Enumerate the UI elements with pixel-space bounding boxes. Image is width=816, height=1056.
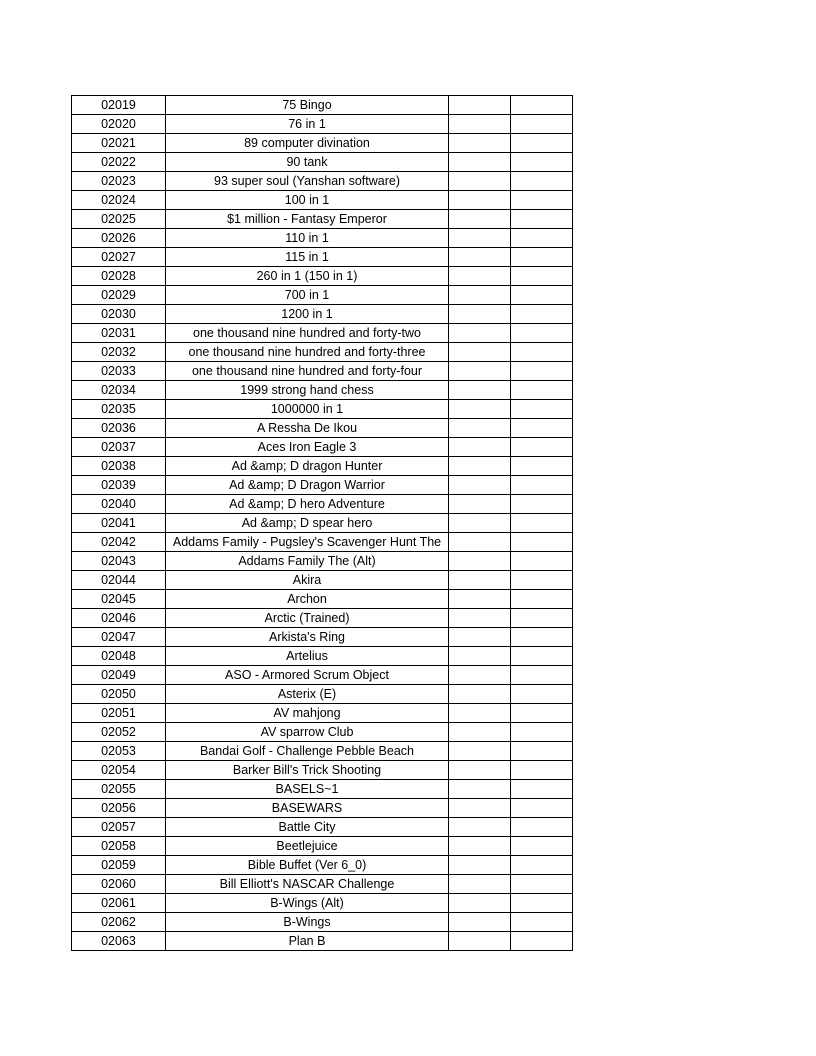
row-empty-cell-2	[511, 533, 573, 552]
row-id-cell: 02052	[72, 723, 166, 742]
row-name-cell: Bill Elliott's NASCAR Challenge	[166, 875, 449, 894]
row-empty-cell-2	[511, 96, 573, 115]
row-id-cell: 02051	[72, 704, 166, 723]
row-empty-cell-1	[449, 495, 511, 514]
row-empty-cell-2	[511, 362, 573, 381]
table-row	[72, 134, 573, 153]
row-empty-cell-2	[511, 780, 573, 799]
row-id-cell: 02028	[72, 267, 166, 286]
row-empty-cell-2	[511, 210, 573, 229]
row-empty-cell-1	[449, 742, 511, 761]
row-empty-cell-1	[449, 438, 511, 457]
table-row	[72, 628, 573, 647]
row-empty-cell-1	[449, 514, 511, 533]
row-empty-cell-1	[449, 324, 511, 343]
row-id-cell: 02031	[72, 324, 166, 343]
row-empty-cell-2	[511, 723, 573, 742]
row-empty-cell-2	[511, 590, 573, 609]
row-empty-cell-2	[511, 229, 573, 248]
row-name-cell: one thousand nine hundred and forty-two	[166, 324, 449, 343]
table-row	[72, 932, 573, 951]
row-name-cell: Archon	[166, 590, 449, 609]
row-id-cell: 02050	[72, 685, 166, 704]
row-empty-cell-1	[449, 248, 511, 267]
row-empty-cell-2	[511, 913, 573, 932]
row-empty-cell-2	[511, 685, 573, 704]
row-empty-cell-1	[449, 647, 511, 666]
row-id-cell: 02037	[72, 438, 166, 457]
row-name-cell: BASELS~1	[166, 780, 449, 799]
table-row	[72, 742, 573, 761]
row-id-cell: 02035	[72, 400, 166, 419]
row-id-cell: 02058	[72, 837, 166, 856]
row-name-cell: Arctic (Trained)	[166, 609, 449, 628]
row-empty-cell-1	[449, 552, 511, 571]
row-empty-cell-1	[449, 267, 511, 286]
row-id-cell: 02025	[72, 210, 166, 229]
row-id-cell: 02053	[72, 742, 166, 761]
row-empty-cell-1	[449, 229, 511, 248]
row-name-cell: AV sparrow Club	[166, 723, 449, 742]
row-id-cell: 02059	[72, 856, 166, 875]
row-empty-cell-1	[449, 666, 511, 685]
row-id-cell: 02042	[72, 533, 166, 552]
row-empty-cell-1	[449, 381, 511, 400]
row-empty-cell-2	[511, 666, 573, 685]
row-empty-cell-1	[449, 533, 511, 552]
row-empty-cell-1	[449, 96, 511, 115]
table-row	[72, 267, 573, 286]
row-empty-cell-2	[511, 172, 573, 191]
row-id-cell: 02039	[72, 476, 166, 495]
row-empty-cell-2	[511, 552, 573, 571]
row-empty-cell-2	[511, 248, 573, 267]
row-id-cell: 02040	[72, 495, 166, 514]
row-id-cell: 02045	[72, 590, 166, 609]
row-name-cell: 89 computer divination	[166, 134, 449, 153]
game-list-table	[71, 95, 573, 951]
row-name-cell: Artelius	[166, 647, 449, 666]
row-id-cell: 02041	[72, 514, 166, 533]
row-empty-cell-2	[511, 286, 573, 305]
row-empty-cell-2	[511, 191, 573, 210]
row-name-cell: 100 in 1	[166, 191, 449, 210]
row-id-cell: 02022	[72, 153, 166, 172]
table-row	[72, 191, 573, 210]
table-row	[72, 609, 573, 628]
row-empty-cell-2	[511, 457, 573, 476]
row-id-cell: 02049	[72, 666, 166, 685]
table-row	[72, 286, 573, 305]
row-name-cell: 115 in 1	[166, 248, 449, 267]
table-row	[72, 343, 573, 362]
row-id-cell: 02034	[72, 381, 166, 400]
row-name-cell: 1000000 in 1	[166, 400, 449, 419]
table-row	[72, 362, 573, 381]
row-empty-cell-2	[511, 875, 573, 894]
table-row	[72, 210, 573, 229]
row-empty-cell-2	[511, 324, 573, 343]
row-empty-cell-1	[449, 286, 511, 305]
row-empty-cell-2	[511, 153, 573, 172]
row-id-cell: 02030	[72, 305, 166, 324]
row-empty-cell-2	[511, 799, 573, 818]
row-id-cell: 02046	[72, 609, 166, 628]
table-row	[72, 438, 573, 457]
table-row	[72, 894, 573, 913]
row-id-cell: 02033	[72, 362, 166, 381]
row-name-cell: 1200 in 1	[166, 305, 449, 324]
row-id-cell: 02062	[72, 913, 166, 932]
row-empty-cell-2	[511, 837, 573, 856]
row-name-cell: Ad &amp; D spear hero	[166, 514, 449, 533]
row-empty-cell-2	[511, 609, 573, 628]
row-id-cell: 02029	[72, 286, 166, 305]
row-empty-cell-1	[449, 476, 511, 495]
table-row	[72, 571, 573, 590]
table-row	[72, 248, 573, 267]
row-empty-cell-1	[449, 571, 511, 590]
row-name-cell: one thousand nine hundred and forty-three	[166, 343, 449, 362]
row-name-cell: 75 Bingo	[166, 96, 449, 115]
row-empty-cell-1	[449, 343, 511, 362]
row-empty-cell-2	[511, 381, 573, 400]
row-name-cell: AV mahjong	[166, 704, 449, 723]
row-name-cell: Aces Iron Eagle 3	[166, 438, 449, 457]
row-empty-cell-1	[449, 305, 511, 324]
table-row	[72, 381, 573, 400]
row-empty-cell-1	[449, 932, 511, 951]
row-empty-cell-1	[449, 362, 511, 381]
row-name-cell: Battle City	[166, 818, 449, 837]
row-name-cell: 260 in 1 (150 in 1)	[166, 267, 449, 286]
table-row	[72, 704, 573, 723]
table-row	[72, 419, 573, 438]
row-id-cell: 02027	[72, 248, 166, 267]
table-row	[72, 324, 573, 343]
row-id-cell: 02038	[72, 457, 166, 476]
row-empty-cell-2	[511, 495, 573, 514]
row-id-cell: 02043	[72, 552, 166, 571]
row-id-cell: 02044	[72, 571, 166, 590]
row-empty-cell-2	[511, 419, 573, 438]
row-id-cell: 02021	[72, 134, 166, 153]
row-empty-cell-2	[511, 894, 573, 913]
row-name-cell: ASO - Armored Scrum Object	[166, 666, 449, 685]
row-empty-cell-2	[511, 514, 573, 533]
row-name-cell: 93 super soul (Yanshan software)	[166, 172, 449, 191]
row-empty-cell-1	[449, 210, 511, 229]
row-name-cell: one thousand nine hundred and forty-four	[166, 362, 449, 381]
row-empty-cell-2	[511, 742, 573, 761]
table-row	[72, 229, 573, 248]
row-name-cell: 1999 strong hand chess	[166, 381, 449, 400]
row-empty-cell-1	[449, 761, 511, 780]
table-row	[72, 96, 573, 115]
row-empty-cell-1	[449, 837, 511, 856]
row-name-cell: 700 in 1	[166, 286, 449, 305]
table-row	[72, 875, 573, 894]
row-empty-cell-2	[511, 628, 573, 647]
row-empty-cell-1	[449, 894, 511, 913]
row-name-cell: BASEWARS	[166, 799, 449, 818]
row-empty-cell-1	[449, 723, 511, 742]
row-name-cell: B-Wings (Alt)	[166, 894, 449, 913]
row-empty-cell-1	[449, 780, 511, 799]
table-row	[72, 172, 573, 191]
row-empty-cell-1	[449, 685, 511, 704]
row-name-cell: Beetlejuice	[166, 837, 449, 856]
row-empty-cell-1	[449, 875, 511, 894]
row-name-cell: $1 million - Fantasy Emperor	[166, 210, 449, 229]
row-id-cell: 02023	[72, 172, 166, 191]
row-id-cell: 02026	[72, 229, 166, 248]
row-id-cell: 02055	[72, 780, 166, 799]
row-empty-cell-2	[511, 571, 573, 590]
table-row	[72, 400, 573, 419]
table-row	[72, 305, 573, 324]
row-name-cell: Barker Bill's Trick Shooting	[166, 761, 449, 780]
table-row	[72, 533, 573, 552]
table-row	[72, 799, 573, 818]
row-empty-cell-1	[449, 704, 511, 723]
table-row	[72, 153, 573, 172]
row-empty-cell-2	[511, 704, 573, 723]
row-id-cell: 02032	[72, 343, 166, 362]
row-empty-cell-2	[511, 647, 573, 666]
row-name-cell: Arkista's Ring	[166, 628, 449, 647]
table-body	[72, 96, 573, 951]
row-empty-cell-2	[511, 115, 573, 134]
table-row	[72, 685, 573, 704]
row-name-cell: Bandai Golf - Challenge Pebble Beach	[166, 742, 449, 761]
row-empty-cell-2	[511, 267, 573, 286]
row-empty-cell-1	[449, 913, 511, 932]
row-name-cell: Ad &amp; D hero Adventure	[166, 495, 449, 514]
row-empty-cell-1	[449, 609, 511, 628]
row-empty-cell-1	[449, 457, 511, 476]
row-empty-cell-1	[449, 191, 511, 210]
row-empty-cell-1	[449, 799, 511, 818]
table-row	[72, 647, 573, 666]
row-empty-cell-1	[449, 856, 511, 875]
row-id-cell: 02047	[72, 628, 166, 647]
row-id-cell: 02061	[72, 894, 166, 913]
row-empty-cell-1	[449, 134, 511, 153]
table-row	[72, 590, 573, 609]
row-empty-cell-1	[449, 590, 511, 609]
row-empty-cell-1	[449, 419, 511, 438]
row-empty-cell-2	[511, 761, 573, 780]
row-name-cell: 90 tank	[166, 153, 449, 172]
row-name-cell: Akira	[166, 571, 449, 590]
row-empty-cell-2	[511, 400, 573, 419]
row-empty-cell-2	[511, 856, 573, 875]
table-row	[72, 666, 573, 685]
row-name-cell: Addams Family The (Alt)	[166, 552, 449, 571]
table-row	[72, 913, 573, 932]
table-row	[72, 495, 573, 514]
row-empty-cell-1	[449, 400, 511, 419]
row-empty-cell-2	[511, 343, 573, 362]
table-row	[72, 476, 573, 495]
table-row	[72, 514, 573, 533]
table-row	[72, 552, 573, 571]
row-id-cell: 02057	[72, 818, 166, 837]
row-id-cell: 02020	[72, 115, 166, 134]
row-id-cell: 02060	[72, 875, 166, 894]
table-row	[72, 115, 573, 134]
table-row	[72, 457, 573, 476]
table-row	[72, 761, 573, 780]
row-empty-cell-2	[511, 438, 573, 457]
row-id-cell: 02019	[72, 96, 166, 115]
row-empty-cell-2	[511, 134, 573, 153]
row-id-cell: 02063	[72, 932, 166, 951]
row-empty-cell-1	[449, 115, 511, 134]
row-empty-cell-2	[511, 932, 573, 951]
row-id-cell: 02036	[72, 419, 166, 438]
row-empty-cell-1	[449, 628, 511, 647]
row-name-cell: 110 in 1	[166, 229, 449, 248]
row-id-cell: 02054	[72, 761, 166, 780]
table-row	[72, 856, 573, 875]
row-name-cell: Addams Family - Pugsley's Scavenger Hunt The	[166, 533, 449, 552]
row-name-cell: Plan B	[166, 932, 449, 951]
row-name-cell: Ad &amp; D dragon Hunter	[166, 457, 449, 476]
row-empty-cell-2	[511, 305, 573, 324]
table-row	[72, 780, 573, 799]
row-name-cell: Ad &amp; D Dragon Warrior	[166, 476, 449, 495]
row-empty-cell-2	[511, 476, 573, 495]
row-name-cell: Bible Buffet (Ver 6_0)	[166, 856, 449, 875]
row-id-cell: 02024	[72, 191, 166, 210]
row-name-cell: A Ressha De Ikou	[166, 419, 449, 438]
row-name-cell: Asterix (E)	[166, 685, 449, 704]
row-id-cell: 02048	[72, 647, 166, 666]
row-name-cell: 76 in 1	[166, 115, 449, 134]
row-empty-cell-1	[449, 818, 511, 837]
row-empty-cell-2	[511, 818, 573, 837]
row-name-cell: B-Wings	[166, 913, 449, 932]
row-id-cell: 02056	[72, 799, 166, 818]
row-empty-cell-1	[449, 153, 511, 172]
table-row	[72, 837, 573, 856]
table-row	[72, 723, 573, 742]
row-empty-cell-1	[449, 172, 511, 191]
table-row	[72, 818, 573, 837]
